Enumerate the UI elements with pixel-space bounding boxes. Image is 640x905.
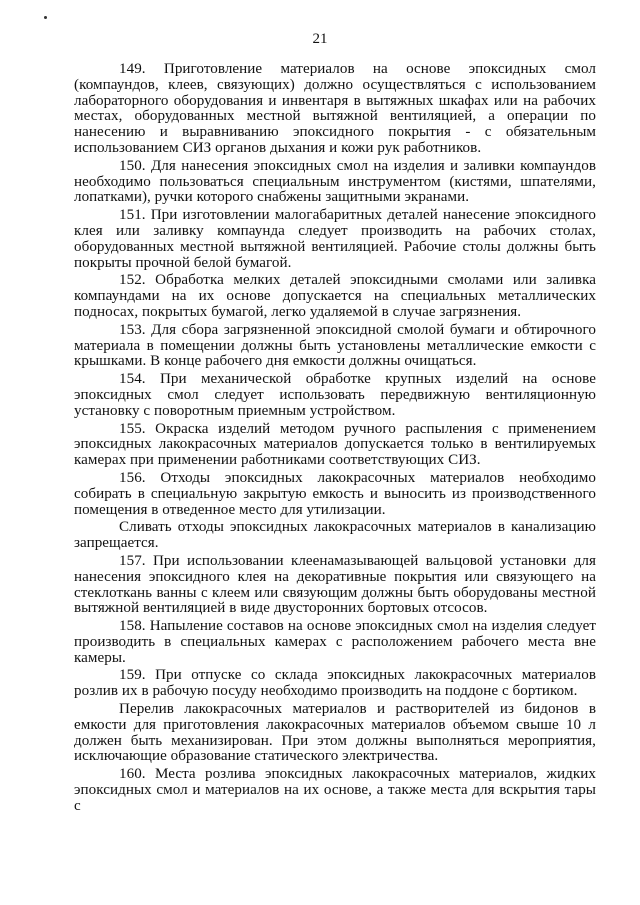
paragraph-158: 158. Напыление составов на основе эпоксидных смол на изделия следует производить в специальных камерах с расположением рабочего места вне камеры.: [74, 618, 596, 666]
paragraph-153: 153. Для сбора загрязненной эпоксидной смолой бумаги и обтирочного материала в помещении должны быть установлены металлические емкости с крышками. В конце рабочего дня емкости должны очищаться.: [74, 321, 596, 370]
paragraph-156-continued: Сливать отходы эпоксидных лакокрасочных материалов в канализацию запрещается.: [74, 519, 596, 552]
paragraph-155: 155. Окраска изделий методом ручного распыления с применением эпоксидных лакокрасочных материалов допускается только в вентилируемых камерах при применении работниками соответствующих СИЗ.: [74, 420, 596, 469]
paragraph-154: 154. При механической обработке крупных изделий на основе эпоксидных смол следует использовать передвижную вентиляционную установку с поворотным приемным устройством.: [74, 371, 596, 419]
paragraph-159: 159. При отпуске со склада эпоксидных лакокрасочных материалов розлив их в рабочую посуду необходимо производить на поддоне с бортиком.: [74, 667, 596, 700]
paragraph-149: 149. Приготовление материалов на основе эпоксидных смол (компаундов, клеев, связующих) должно осуществляться с использованием лабораторного оборудования и инвентаря в вытяжных шкафах или на рабочих местах, оборудованных местной вытяжной вентиляцией, а операции по нанесению и выравниванию эпоксидного покрытия - с обязательным использованием СИЗ органов дыхания и кожи рук работников.: [74, 61, 596, 156]
paragraph-151: 151. При изготовлении малогабаритных деталей нанесение эпоксидного клея или заливку компаунда следует производить на рабочих столах, оборудованных местной вытяжной вентиляцией. Рабочие столы должны быть покрыты прочной белой бумагой.: [74, 207, 596, 271]
scan-speck: [44, 16, 47, 19]
page-number: 21: [312, 31, 328, 47]
paragraph-160: 160. Места розлива эпоксидных лакокрасочных материалов, жидких эпоксидных смол и материалов на их основе, а также места для вскрытия тары с: [74, 766, 596, 814]
paragraph-152: 152. Обработка мелких деталей эпоксидными смолами или заливка компаундами на их основе допускается на специальных металлических подносах, покрытых бумагой, легко удаляемой в случае загрязнения.: [74, 272, 596, 320]
paragraph-156: 156. Отходы эпоксидных лакокрасочных материалов необходимо собирать в специальную закрытую емкость и выносить из производственного помещения в отведенное место для утилизации.: [74, 469, 596, 518]
paragraph-157: 157. При использовании клеенамазывающей вальцовой установки для нанесения эпоксидного клея на декоративные покрытия или связующего на стеклоткань ванны с клеем или связующим должны быть оборудованы местной вытяжной вентиляцией в виде двусторонних бортовых отсосов.: [74, 552, 596, 617]
paragraph-159-continued: Перелив лакокрасочных материалов и растворителей из бидонов в емкости для приготовления лакокрасочных материалов объемом свыше 10 л должен быть механизирован. При этом должны выполняться мероприятия, исключающие образование статического электричества.: [74, 701, 596, 765]
paragraph-150: 150. Для нанесения эпоксидных смол на изделия и заливки компаундов необходимо пользоваться специальным инструментом (кистями, шпателями, лопатками), ручки которого снабжены защитными экранами.: [74, 157, 596, 206]
document-body: [74, 62, 596, 815]
